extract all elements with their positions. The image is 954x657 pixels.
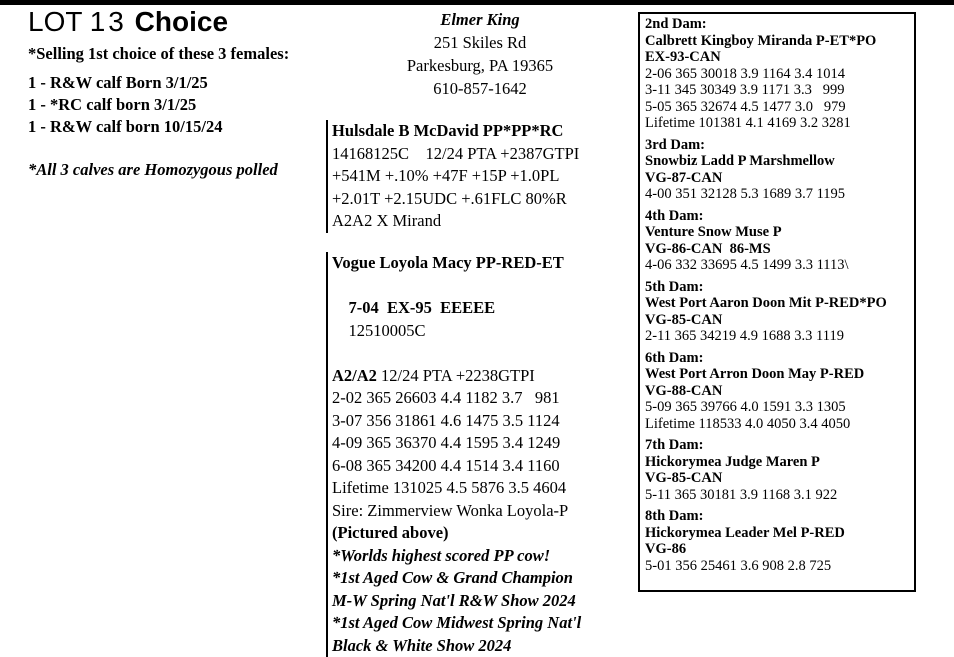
award-note: Black & White Show 2024 bbox=[332, 635, 581, 657]
ancestor-label: 6th Dam: bbox=[645, 350, 914, 367]
sire-line: 14168125C 12/24 PTA +2387GTPI bbox=[332, 143, 579, 166]
dam-record: 4-09 365 36370 4.4 1595 3.4 1249 bbox=[332, 432, 581, 455]
ancestor-name: Venture Snow Muse P bbox=[645, 224, 914, 241]
award-note: *1st Aged Cow Midwest Spring Nat'l bbox=[332, 612, 581, 635]
sire-section bbox=[326, 120, 579, 233]
ancestor-class: VG-85-CAN bbox=[645, 312, 914, 329]
ancestor-record: Lifetime 101381 4.1 4169 3.2 3281 bbox=[645, 115, 914, 132]
ancestor-name: Calbrett Kingboy Miranda P-ET*PO bbox=[645, 33, 914, 50]
ancestry-box bbox=[638, 12, 916, 592]
dam-pta: 12/24 PTA +2238GTPI bbox=[381, 366, 535, 385]
sire-line: +541M +.10% +47F +15P +1.0PL bbox=[332, 165, 579, 188]
ancestor-name: Snowbiz Ladd P Marshmellow bbox=[645, 153, 914, 170]
ancestor-name: Hickorymea Judge Maren P bbox=[645, 454, 914, 471]
dam-a2 bbox=[332, 365, 581, 388]
ancestor-label: 2nd Dam: bbox=[645, 16, 914, 33]
ancestor-record: 4-06 332 33695 4.5 1499 3.3 1113\ bbox=[645, 257, 914, 274]
seller-city: Parkesburg, PA 19365 bbox=[380, 54, 580, 77]
award-note: M-W Spring Nat'l R&W Show 2024 bbox=[332, 590, 581, 613]
ancestor-record: 2-11 365 34219 4.9 1688 3.3 1119 bbox=[645, 328, 914, 345]
ancestor-record: 5-05 365 32674 4.5 1477 3.0 979 bbox=[645, 99, 914, 116]
ancestor-record: 4-00 351 32128 5.3 1689 3.7 1195 bbox=[645, 186, 914, 203]
dam-a2-status: A2/A2 bbox=[332, 366, 377, 385]
ancestor-name: West Port Arron Doon May P-RED bbox=[645, 366, 914, 383]
dam-classification bbox=[332, 275, 581, 365]
ancestor-entry bbox=[645, 137, 914, 203]
ancestor-name: Hickorymea Leader Mel P-RED bbox=[645, 525, 914, 542]
ancestor-label: 5th Dam: bbox=[645, 279, 914, 296]
lot-prefix: LOT bbox=[28, 6, 82, 37]
homozygous-note: *All 3 calves are Homozygous polled bbox=[28, 160, 278, 180]
dam-section bbox=[326, 252, 581, 657]
dam-record: 6-08 365 34200 4.4 1514 3.4 1160 bbox=[332, 455, 581, 478]
dam-class-bold: 7-04 EX-95 EEEEE bbox=[349, 298, 496, 317]
ancestor-class: VG-88-CAN bbox=[645, 383, 914, 400]
pictured-note: (Pictured above) bbox=[332, 522, 581, 545]
ancestor-entry bbox=[645, 208, 914, 274]
seller-phone: 610-857-1642 bbox=[380, 77, 580, 100]
ancestor-record: 3-11 345 30349 3.9 1171 3.3 999 bbox=[645, 82, 914, 99]
dam-record: 2-02 365 26603 4.4 1182 3.7 981 bbox=[332, 387, 581, 410]
ancestor-record: 2-06 365 30018 3.9 1164 3.4 1014 bbox=[645, 66, 914, 83]
ancestor-entry bbox=[645, 508, 914, 574]
seller-address: 251 Skiles Rd bbox=[380, 31, 580, 54]
ancestor-record: 5-09 365 39766 4.0 1591 3.3 1305 bbox=[645, 399, 914, 416]
ancestor-entry bbox=[645, 16, 914, 132]
calves-list bbox=[28, 72, 222, 138]
sire-line: +2.01T +2.15UDC +.61FLC 80%R bbox=[332, 188, 579, 211]
top-rule bbox=[0, 0, 954, 5]
ancestor-label: 8th Dam: bbox=[645, 508, 914, 525]
seller-info bbox=[380, 8, 580, 100]
award-note: *Worlds highest scored PP cow! bbox=[332, 545, 581, 568]
lot-number: 13 bbox=[90, 6, 127, 37]
dam-lifetime: Lifetime 131025 4.5 5876 3.5 4604 bbox=[332, 477, 581, 500]
dam-name: Vogue Loyola Macy PP-RED-ET bbox=[332, 252, 581, 275]
selling-note: *Selling 1st choice of these 3 females: bbox=[28, 44, 289, 64]
award-note: *1st Aged Cow & Grand Champion bbox=[332, 567, 581, 590]
calf-item: 1 - *RC calf born 3/1/25 bbox=[28, 94, 222, 116]
ancestor-name: West Port Aaron Doon Mit P-RED*PO bbox=[645, 295, 914, 312]
dam-reg-number: 12510005C bbox=[349, 321, 426, 340]
ancestor-class: EX-93-CAN bbox=[645, 49, 914, 66]
sire-name: Hulsdale B McDavid PP*PP*RC bbox=[332, 120, 579, 143]
dam-sire: Sire: Zimmerview Wonka Loyola-P bbox=[332, 500, 581, 523]
ancestor-record: 5-11 365 30181 3.9 1168 3.1 922 bbox=[645, 487, 914, 504]
seller-name: Elmer King bbox=[380, 8, 580, 31]
lot-label: Choice bbox=[135, 6, 228, 37]
ancestor-entry bbox=[645, 350, 914, 433]
ancestor-entry bbox=[645, 437, 914, 503]
ancestor-record: Lifetime 118533 4.0 4050 3.4 4050 bbox=[645, 416, 914, 433]
ancestor-label: 4th Dam: bbox=[645, 208, 914, 225]
ancestor-class: VG-86-CAN 86-MS bbox=[645, 241, 914, 258]
ancestor-class: VG-86 bbox=[645, 541, 914, 558]
lot-title bbox=[28, 6, 228, 38]
ancestor-label: 7th Dam: bbox=[645, 437, 914, 454]
ancestor-record: 5-01 356 25461 3.6 908 2.8 725 bbox=[645, 558, 914, 575]
dam-record: 3-07 356 31861 4.6 1475 3.5 1124 bbox=[332, 410, 581, 433]
ancestor-label: 3rd Dam: bbox=[645, 137, 914, 154]
ancestor-entry bbox=[645, 279, 914, 345]
sire-line: A2A2 X Mirand bbox=[332, 210, 579, 233]
calf-item: 1 - R&W calf Born 3/1/25 bbox=[28, 72, 222, 94]
ancestor-class: VG-85-CAN bbox=[645, 470, 914, 487]
ancestor-class: VG-87-CAN bbox=[645, 170, 914, 187]
calf-item: 1 - R&W calf born 10/15/24 bbox=[28, 116, 222, 138]
